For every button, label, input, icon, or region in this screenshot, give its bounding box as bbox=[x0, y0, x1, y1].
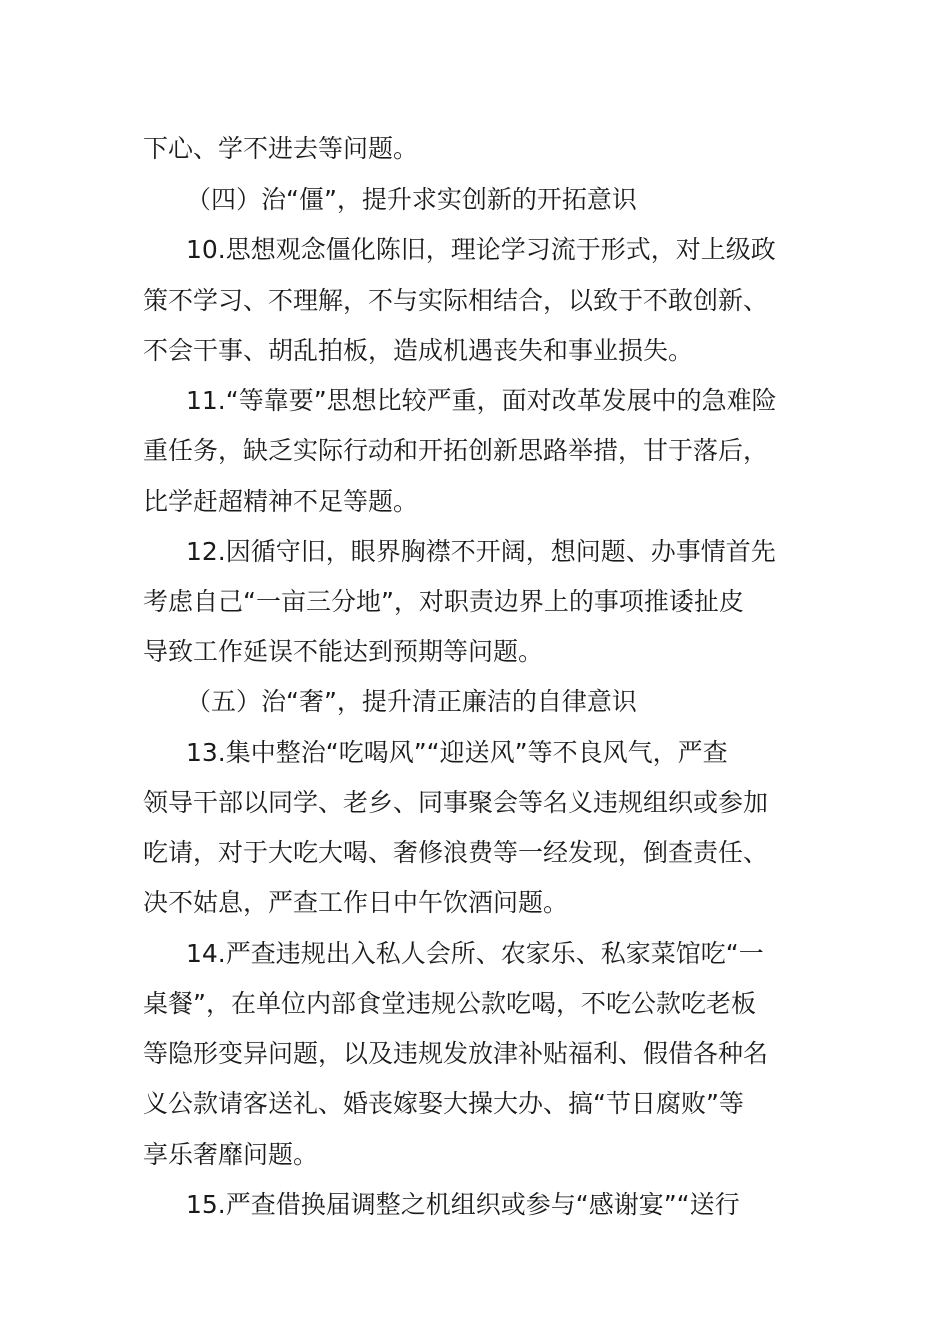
text-line: 桌餐”，在单位内部食堂违规公款吃喝，不吃公款吃老板 bbox=[143, 989, 756, 1018]
text-line: 领导干部以同学、老乡、同事聚会等名义违规组织或参加 bbox=[143, 788, 769, 817]
text-line: 比学赶超精神不足等题。 bbox=[143, 487, 419, 516]
text-line: 10.思想观念僵化陈旧，理论学习流于形式，对上级政 bbox=[186, 235, 776, 264]
text-line: 考虑自己“一亩三分地”，对职责边界上的事项推诿扯皮 bbox=[143, 587, 744, 616]
section-heading: （四）治“僵”，提升求实创新的开拓意识 bbox=[186, 185, 637, 214]
text-line: 15.严查借换届调整之机组织或参与“感谢宴”“送行 bbox=[186, 1190, 740, 1219]
section-heading: （五）治“奢”，提升清正廉洁的自律意识 bbox=[186, 687, 637, 716]
text-line: 12.因循守旧，眼界胸襟不开阔，想问题、办事情首先 bbox=[186, 537, 776, 566]
text-line: 决不姑息，严查工作日中午饮酒问题。 bbox=[143, 888, 569, 917]
text-line: 等隐形变异问题，以及违规发放津补贴福利、假借各种名 bbox=[143, 1039, 769, 1068]
text-line: 义公款请客送礼、婚丧嫁娶大操大办、搞“节日腐败”等 bbox=[143, 1089, 744, 1118]
text-line: 导致工作延误不能达到预期等问题。 bbox=[143, 637, 544, 666]
text-line: 13.集中整治“吃喝风”“迎送风”等不良风气，严查 bbox=[186, 738, 728, 767]
text-line: 14.严查违规出入私人会所、农家乐、私家菜馆吃“一 bbox=[186, 939, 764, 968]
text-line: 享乐奢靡问题。 bbox=[143, 1140, 319, 1169]
text-line: 11.“等靠要”思想比较严重，面对改革发展中的急难险 bbox=[186, 386, 777, 415]
text-line: 策不学习、不理解，不与实际相结合，以致于不敢创新、 bbox=[143, 286, 769, 315]
text-line: 重任务，缺乏实际行动和开拓创新思路举措，甘于落后， bbox=[143, 436, 769, 465]
text-line: 吃请，对于大吃大喝、奢修浪费等一经发现，倒查责任、 bbox=[143, 838, 769, 867]
text-line: 下心、学不进去等问题。 bbox=[143, 134, 419, 163]
text-line: 不会干事、胡乱拍板，造成机遇丧失和事业损失。 bbox=[143, 336, 694, 365]
